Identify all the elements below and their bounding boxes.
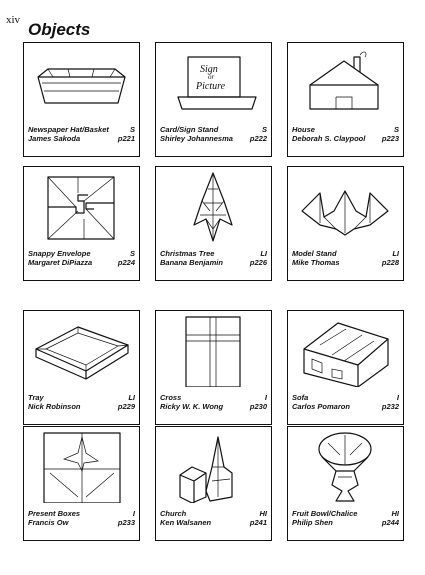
envelope-drawing (28, 171, 135, 243)
fruit-bowl-drawing (292, 431, 399, 503)
model-name: Church (160, 509, 187, 518)
skill-level: S (393, 125, 399, 134)
model-name: Card/Sign Stand (160, 125, 219, 134)
sofa-drawing (292, 315, 399, 387)
model-grid (23, 42, 404, 562)
hat-basket-drawing (28, 47, 135, 119)
model-name: House (292, 125, 315, 134)
sign-text-line-2: or (208, 73, 215, 81)
cross-drawing (160, 315, 267, 387)
skill-level: HI (259, 509, 267, 518)
page-ref: p224 (117, 258, 135, 267)
sign-text-line-3: Picture (196, 81, 226, 92)
creator-name: James Sakoda (28, 134, 81, 143)
page-ref: p244 (381, 518, 399, 527)
model-card (23, 310, 140, 425)
church-drawing (160, 431, 267, 503)
model-name: Christmas Tree (160, 249, 215, 258)
skill-level: I (264, 393, 267, 402)
creator-name: Philip Shen (292, 518, 333, 527)
skill-level: I (132, 509, 135, 518)
model-card (287, 42, 404, 157)
model-name: Newspaper Hat/Basket (28, 125, 109, 134)
model-name: Model Stand (292, 249, 337, 258)
sign-text-line-1: Sign (200, 64, 218, 75)
skill-level: HI (391, 509, 399, 518)
page-number: xiv (6, 14, 21, 26)
tray-drawing (28, 315, 135, 387)
christmas-tree-drawing (160, 171, 267, 243)
model-name: Present Boxes (28, 509, 81, 518)
model-name: Tray (28, 393, 44, 402)
creator-name: Deborah S. Claypool (292, 134, 366, 143)
creator-name: Banana Benjamin (160, 258, 223, 267)
skill-level: I (396, 393, 399, 402)
model-card (287, 166, 404, 281)
page-ref: p230 (249, 402, 267, 411)
page-ref: p229 (117, 402, 135, 411)
page-ref: p222 (249, 134, 267, 143)
creator-name: Mike Thomas (292, 258, 340, 267)
skill-level: S (129, 249, 135, 258)
page-ref: p241 (249, 518, 267, 527)
creator-name: Ken Walsanen (160, 518, 212, 527)
creator-name: Margaret DiPiazza (28, 258, 93, 267)
model-card (23, 426, 140, 541)
model-card (287, 310, 404, 425)
page-ref: p226 (249, 258, 267, 267)
creator-name: Ricky W. K. Wong (160, 402, 224, 411)
creator-name: Nick Robinson (28, 402, 81, 411)
creator-name: Shirley Johannesma (160, 134, 233, 143)
page-ref: p221 (117, 134, 135, 143)
page-ref: p228 (381, 258, 399, 267)
model-name: Snappy Envelope (28, 249, 91, 258)
page-ref: p232 (381, 402, 399, 411)
section-title: Objects (28, 20, 91, 39)
model-name: Sofa (292, 393, 309, 402)
creator-name: Francis Ow (28, 518, 69, 527)
skill-level: LI (392, 249, 399, 258)
creator-name: Carlos Pomaron (292, 402, 350, 411)
house-drawing (292, 47, 399, 119)
page-ref: p233 (117, 518, 135, 527)
sign-stand-drawing (160, 47, 267, 119)
skill-level: S (261, 125, 267, 134)
model-card (155, 426, 272, 541)
skill-level: LI (260, 249, 267, 258)
model-card (287, 426, 404, 541)
model-card (155, 42, 272, 157)
model-card (155, 310, 272, 425)
present-boxes-drawing (28, 431, 135, 503)
model-card (23, 166, 140, 281)
skill-level: S (129, 125, 135, 134)
model-card (23, 42, 140, 157)
model-stand-drawing (292, 171, 399, 243)
skill-level: LI (128, 393, 135, 402)
model-name: Fruit Bowl/Chalice (292, 509, 358, 518)
model-name: Cross (160, 393, 182, 402)
model-card (155, 166, 272, 281)
page-ref: p223 (381, 134, 399, 143)
